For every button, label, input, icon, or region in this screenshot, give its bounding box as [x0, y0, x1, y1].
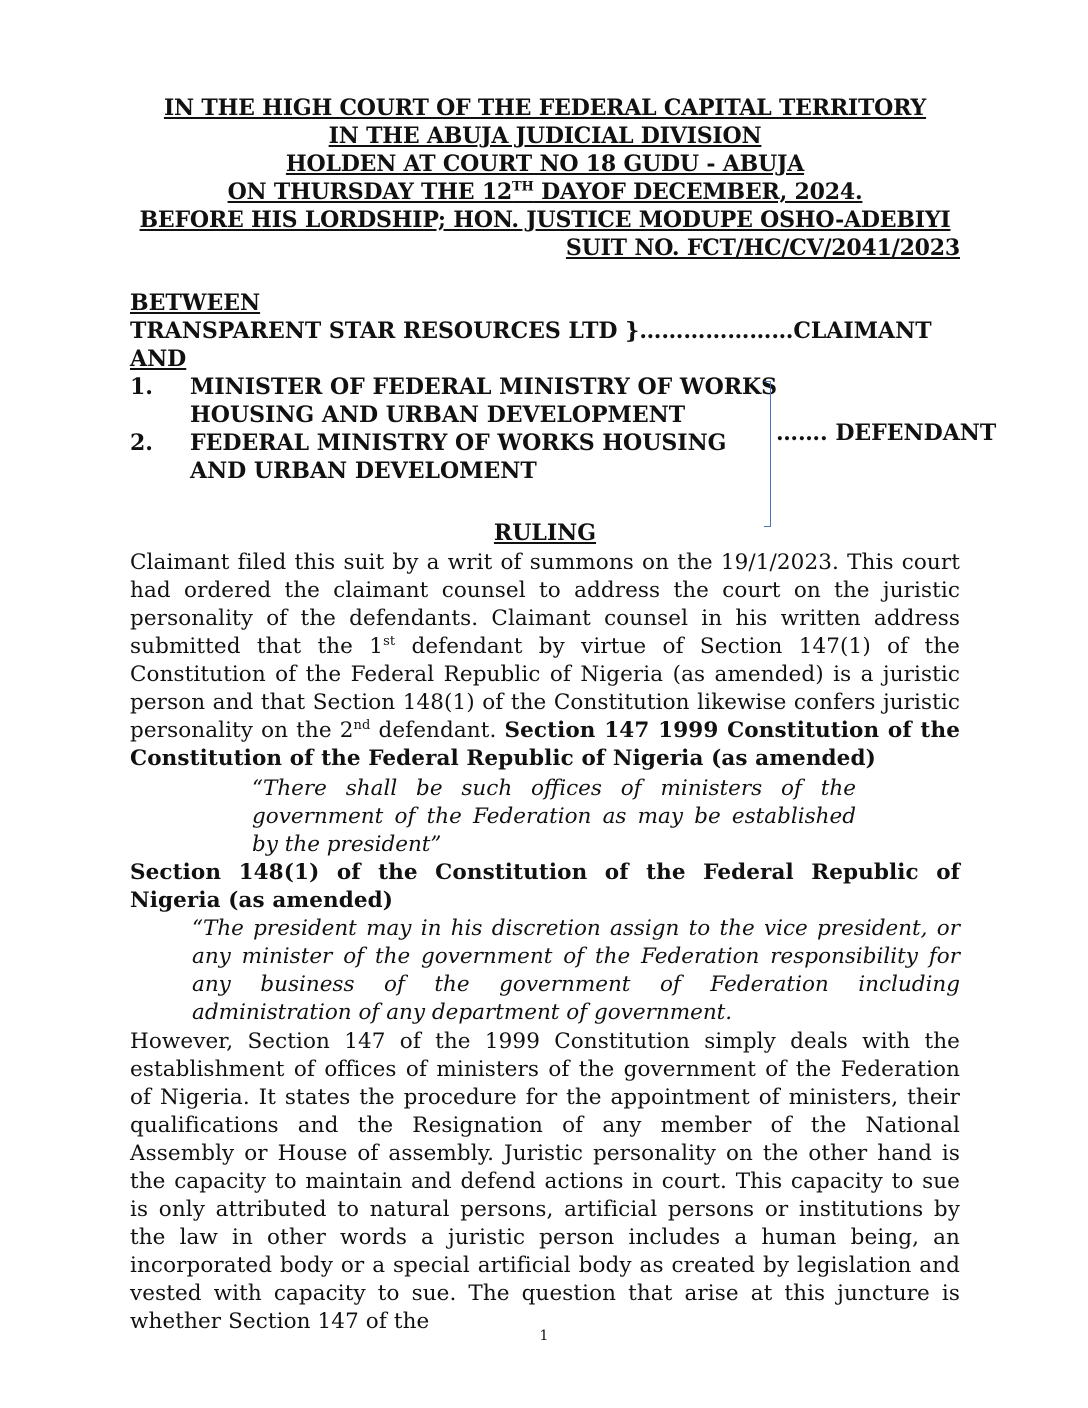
claimant-line: TRANSPARENT STAR RESOURCES LTD }…………………CLAIMANT — [130, 318, 932, 344]
defendant-number: 2. — [130, 430, 153, 456]
header-date-pre: ON THURSDAY THE 12 — [227, 179, 513, 205]
section-147-heading: Section 147 1999 Constitution of the Constitution of the Federal Republic of Nigeria (as amended) — [130, 718, 960, 771]
section-148-heading: Section 148(1) of the Constitution of the Federal Republic of Nigeria (as amended) — [130, 860, 960, 913]
ordinal-sup: nd — [353, 717, 371, 733]
section-147-quote: “There shall be such offices of ministers of the government of the Federation as may be established by the president” — [252, 776, 856, 857]
defendant-name-line: FEDERAL MINISTRY OF WORKS HOUSING — [190, 430, 727, 456]
ruling-paragraph-2: However, Section 147 of the 1999 Constitution simply deals with the establishment of offices of ministers of the government of the Federation of Nigeria. It states the procedure for the appointment of ministers, their qualifications and the Resignation of any member of the National Assembly or House of assembly. Juristic personality on the other hand is the capacity to maintain and defend actions in court. This capacity to sue is only attributed to natural persons, artificial persons or institutions by the law in other words a juristic person includes a human being, an incorporated body or a special artificial body as created by legislation and vested with capacity to sue. The question that arise at this juncture is whether Section 147 of the — [130, 1029, 960, 1334]
defendant-label: ……. DEFENDANT — [776, 420, 997, 446]
paragraph-text: Claimant filed this suit by a writ of summons on the 19/1/2023. This court had ordered the claimant counsel to address the court on the juristic personality of the defendants. Claimant counsel in his written address submitted that the 1 — [130, 550, 960, 659]
ruling-title: RULING — [493, 520, 597, 546]
suit-number: SUIT NO. FCT/HC/CV/2041/2023 — [565, 235, 960, 261]
page-number: 1 — [539, 1328, 549, 1344]
defendant-name-line: MINISTER OF FEDERAL MINISTRY OF WORKS — [190, 374, 778, 400]
header-judge: BEFORE HIS LORDSHIP; HON. JUSTICE MODUPE OSHO-ADEBIYI — [139, 207, 951, 233]
header-date — [130, 178, 960, 206]
section-148-quote: “The president may in his discretion assign to the vice president, or any minister of the government of the Federation responsibility for any business of the government of Federation including administration of any department of government. — [192, 916, 960, 1025]
header-date-sup: TH — [512, 179, 534, 195]
header-date-post: DAYOF DECEMBER, 2024. — [533, 179, 863, 205]
header-venue: HOLDEN AT COURT NO 18 GUDU - ABUJA — [285, 151, 805, 177]
paragraph-text: defendant. — [370, 718, 505, 743]
defendants-bracket — [760, 381, 771, 527]
parties-block — [130, 289, 1000, 485]
defendant-name-line: HOUSING AND URBAN DEVELOPMENT — [190, 402, 686, 428]
defendant-name-line: AND URBAN DEVELOMENT — [190, 458, 537, 484]
and-label: AND — [130, 346, 187, 372]
court-header — [130, 94, 960, 262]
paragraph-text: defendant by virtue of Section 147(1) of the Constitution of the Federal Republic of Nigeria (as amended) is a juristic person and that Section 148(1) of the Constitution likewise confers juristic personality on the 2 — [130, 634, 960, 743]
ruling-paragraph-1 — [130, 549, 960, 773]
header-division: IN THE ABUJA JUDICIAL DIVISION — [328, 123, 762, 149]
defendant-number: 1. — [130, 374, 153, 400]
ordinal-sup: st — [383, 633, 396, 649]
between-label: BETWEEN — [130, 290, 261, 316]
header-court-name: IN THE HIGH COURT OF THE FEDERAL CAPITAL TERRITORY — [163, 95, 927, 121]
